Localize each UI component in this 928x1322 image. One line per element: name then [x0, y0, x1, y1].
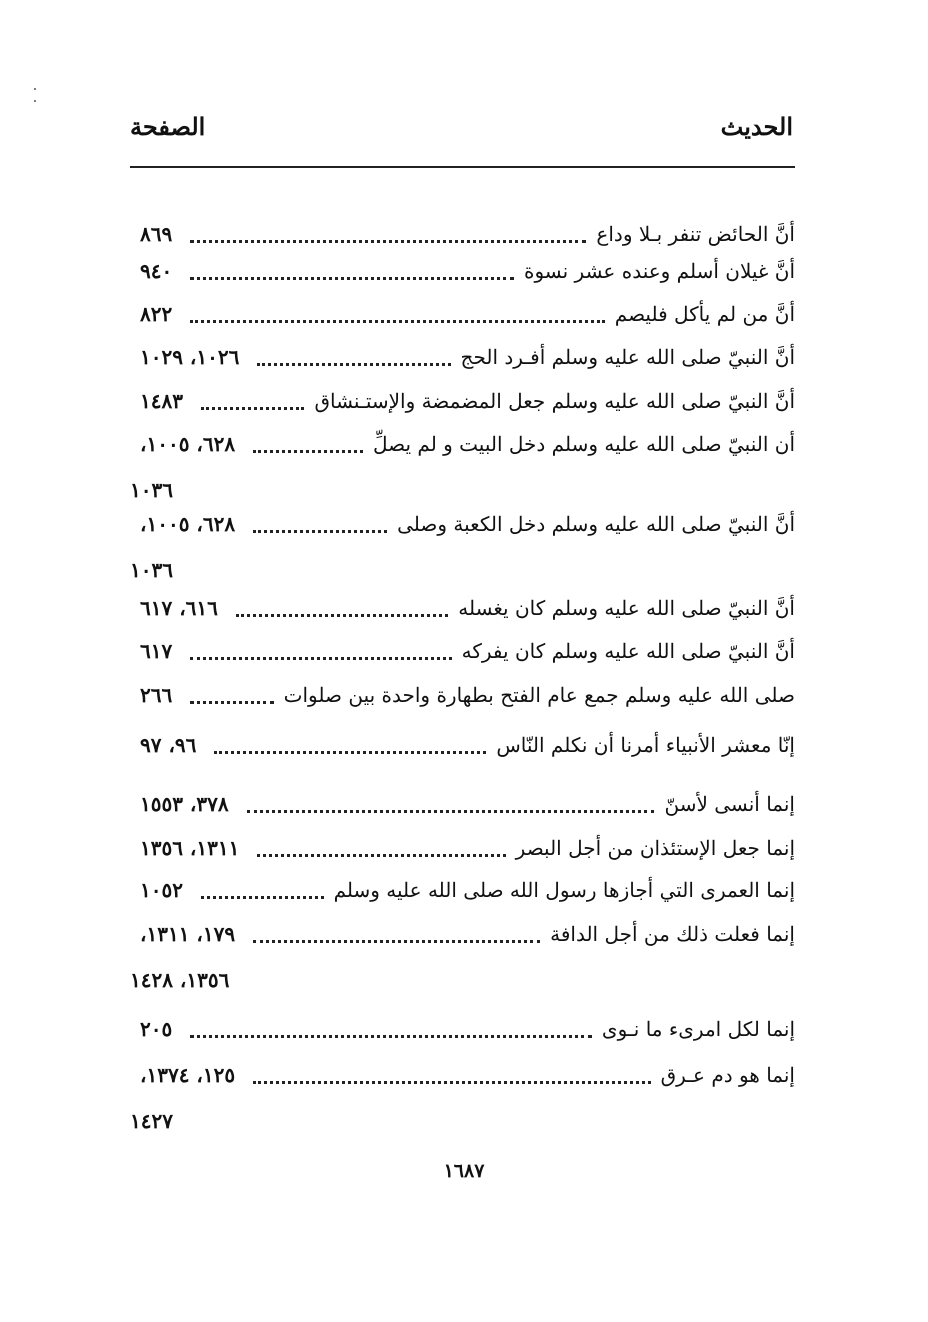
hadith-text: أنَّ النبيّ صلى الله عليه وسلم كان يفركه — [461, 639, 795, 663]
page-references: ١٧٩، ١٣١١، — [140, 922, 236, 946]
index-entry — [130, 922, 795, 962]
page-references: ١٣١١، ١٣٥٦ — [140, 836, 240, 860]
index-entry — [130, 389, 795, 429]
hadith-text: إنما فعلت ذلك من أجل الدافة — [550, 922, 795, 946]
hadith-text: إنّا معشر الأنبياء أمرنا أن نكلم النّاس — [496, 733, 795, 757]
hadith-text: إنما العمرى التي أجازها رسول الله صلى الله عليه وسلم — [333, 878, 795, 902]
page-references: ٦٢٨، ١٠٠٥، — [140, 432, 236, 456]
hadith-text: صلى الله عليه وسلم جمع عام الفتح بطهارة واحدة بين صلوات — [283, 683, 795, 707]
page-references: ١٠٢٦، ١٠٢٩ — [140, 345, 240, 369]
page-references: ٦٢٨، ١٠٠٥، — [140, 512, 236, 536]
index-entry — [130, 639, 795, 679]
dot-leader — [253, 934, 540, 943]
dot-leader — [247, 804, 655, 813]
hadith-text: أنَّ غيلان أسلم وعنده عشر نسوة — [523, 259, 795, 283]
index-entry — [130, 683, 795, 723]
page-references: ٢٠٥ — [140, 1017, 173, 1041]
index-entry — [130, 878, 795, 918]
page-references: ١٤٨٣ — [140, 389, 183, 413]
page-references: ٩٤٠ — [140, 259, 173, 283]
dot-leader — [253, 1075, 651, 1084]
page-references-continued: ١٤٢٧ — [130, 1109, 173, 1133]
dot-leader — [190, 1029, 592, 1038]
page-references-continued: ١٠٣٦ — [130, 558, 173, 582]
page-number: ١٦٨٧ — [443, 1160, 485, 1182]
hadith-text: إنما أنسى لأسنّ — [664, 792, 795, 816]
dot-leader — [190, 271, 514, 280]
dot-leader — [190, 651, 451, 660]
page-references: ٦١٧ — [140, 639, 173, 663]
index-entry — [130, 1063, 795, 1103]
page-column-header: الصفحة — [130, 112, 206, 141]
page-references: ١٠٥٢ — [140, 878, 183, 902]
header-rule — [130, 166, 795, 168]
index-entry — [130, 596, 795, 636]
dot-leader — [201, 401, 305, 410]
page-references: ٩٦، ٩٧ — [140, 733, 197, 757]
page-references-continued: ١٣٥٦، ١٤٢٨ — [130, 968, 230, 992]
index-entry — [130, 512, 795, 552]
hadith-text: أنَّ من لم يأكل فليصم — [614, 302, 795, 326]
dot-leader — [253, 444, 363, 453]
index-entry — [130, 259, 795, 299]
dot-leader — [257, 848, 505, 857]
dot-leader — [201, 890, 324, 899]
dot-leader — [190, 314, 605, 323]
hadith-text: أنَّ الحائض تنفر بـلا وداع — [596, 222, 795, 246]
scan-speck — [34, 88, 36, 90]
hadith-text: إنما جعل الإستئذان من أجل البصر — [515, 836, 795, 860]
index-entry — [130, 1017, 795, 1057]
index-entry — [130, 733, 795, 773]
page-references-continued: ١٠٣٦ — [130, 478, 173, 502]
index-entry — [130, 222, 795, 262]
hadith-text: إنما هو دم عـرق — [660, 1063, 795, 1087]
hadith-column-header: الحديث — [720, 112, 793, 141]
index-entry — [130, 432, 795, 472]
dot-leader — [190, 234, 586, 243]
page-references: ٨٢٢ — [140, 302, 173, 326]
index-entry — [130, 792, 795, 832]
hadith-text: إنما لكل امرىء ما نـوى — [601, 1017, 795, 1041]
dot-leader — [236, 608, 448, 617]
page-references: ٦١٦، ٦١٧ — [140, 596, 218, 620]
hadith-text: أنَّ النبيّ صلى الله عليه وسلم أفـرد الحج — [460, 345, 795, 369]
hadith-text: أن النبيّ صلى الله عليه وسلم دخل البيت و لم يصلِّ — [372, 432, 795, 456]
hadith-text: أنَّ النبيّ صلى الله عليه وسلم دخل الكعبة وصلى — [397, 512, 795, 536]
hadith-text: أنَّ النبيّ صلى الله عليه وسلم جعل المضمضة والإستـنشاق — [314, 389, 795, 413]
hadith-text: أنَّ النبيّ صلى الله عليه وسلم كان يغسله — [458, 596, 795, 620]
page-references: ١٢٥، ١٣٧٤، — [140, 1063, 236, 1087]
page-references: ٨٦٩ — [140, 222, 173, 246]
index-entry — [130, 345, 795, 385]
dot-leader — [190, 695, 273, 704]
page-references: ٢٦٦ — [140, 683, 173, 707]
page-references: ٣٧٨، ١٥٥٣ — [140, 792, 229, 816]
dot-leader — [253, 524, 387, 533]
dot-leader — [257, 357, 450, 366]
index-entry — [130, 302, 795, 342]
dot-leader — [214, 745, 486, 754]
index-entry — [130, 836, 795, 876]
scan-speck — [34, 100, 36, 102]
